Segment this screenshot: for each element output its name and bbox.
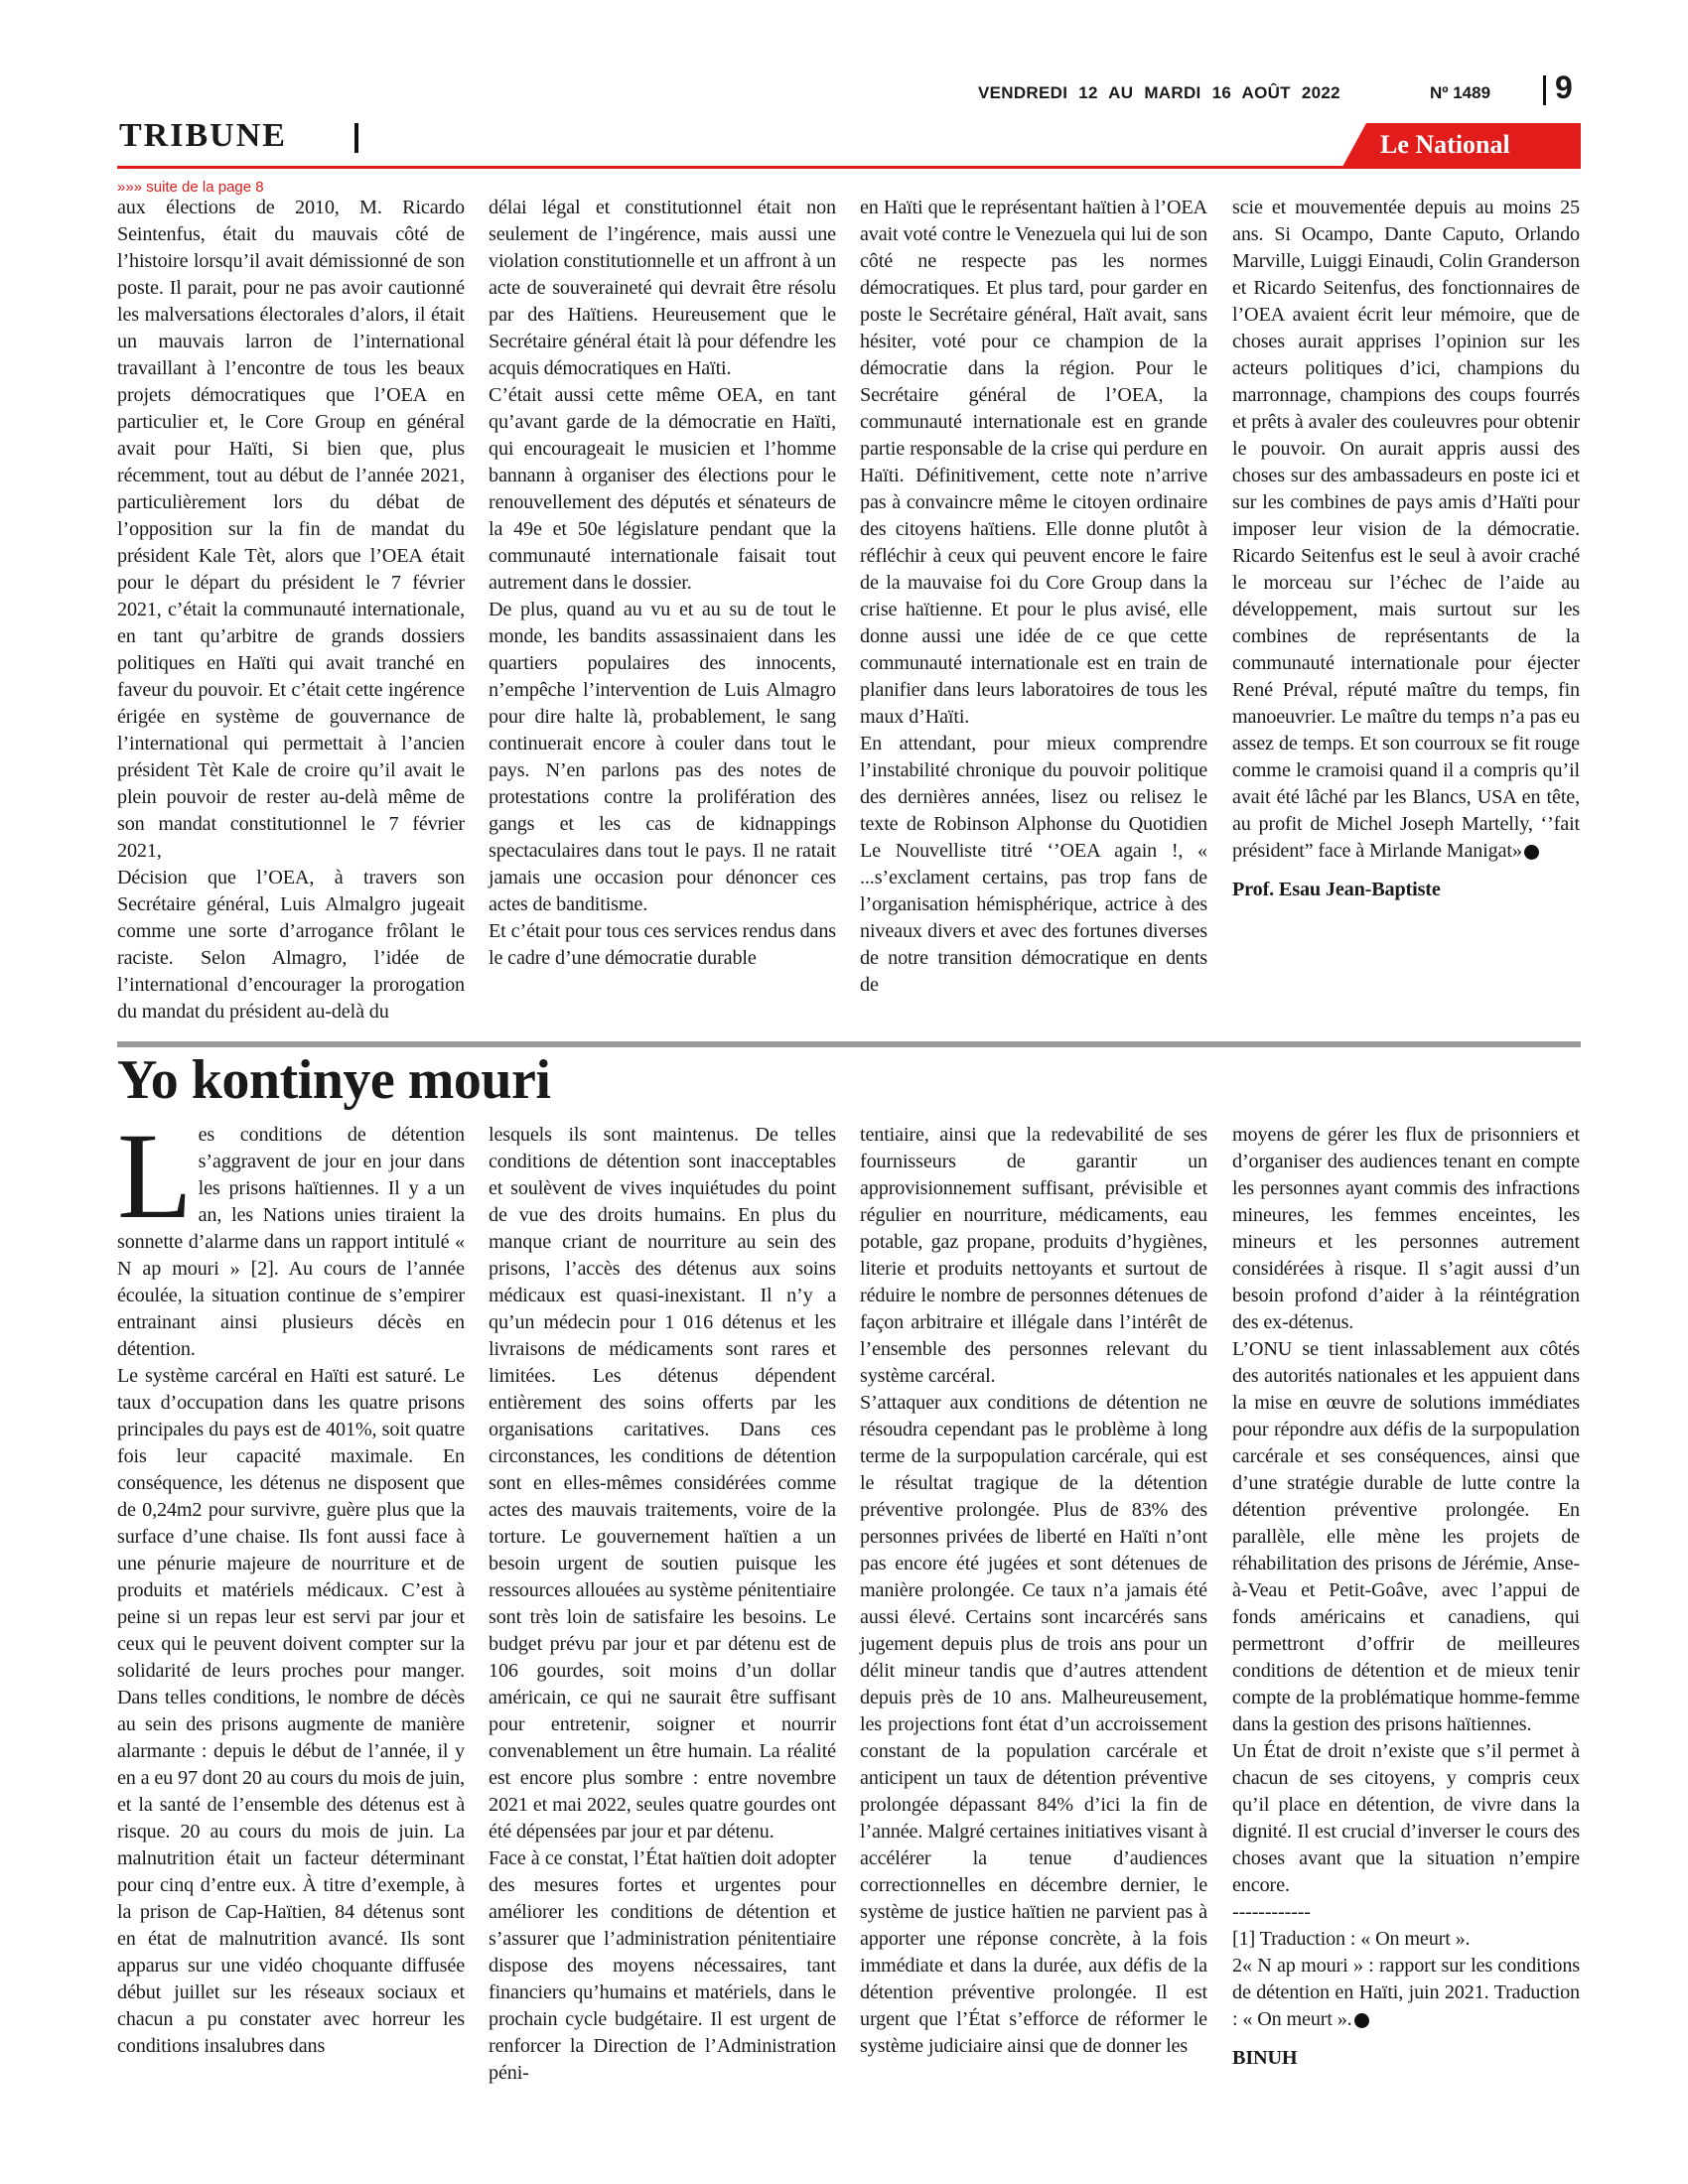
paragraph: Un État de droit n’existe que s’il permet à chacun de ses citoyens, y compris ceux qu’il place en détention, de vivre dans la dignité. Il est crucial d’inverser le cours des choses avant que la situation n’empire encore. (1232, 1740, 1580, 1896)
footnote-separator: ------------ (1232, 1901, 1311, 1923)
author-signature: Prof. Esau Jean-Baptiste (1232, 879, 1441, 900)
section-divider (354, 123, 358, 153)
paragraph: S’attaquer aux conditions de détention ne résoudra cependant pas le problème à long terme de la surpopulation carcérale, qui est le résultat tragique de la détention préventive prolongée. Plus de 83% des personnes privées de liberté en Haïti n’ont pas encore été jugées et sont détenues de manière prolongée. Ce taux n’a jamais été aussi élevé. Certains sont incarcérés sans jugement depuis plus de trois ans pour un délit mineur tandis que d’autres attendent depuis près de 10 ans. Malheureusement, les projections font état d’un accroissement constant de la population carcérale et anticipent un taux de détention préventive prolongée dépassant 84% d’ici la fin de l’année. Malgré certaines initiatives visant à accélérer la tenue d’audiences correctionnelles en décembre dernier, le système de justice haïtien ne parvient pas à apporter une réponse concrète, à la fois immédiate et dans la durée, aux défis de la détention préventive prolongée. Il est urgent que l’État s’efforce de réformer le système judiciaire ainsi que de donner les (860, 1392, 1207, 2057)
article1-column-4 (1232, 195, 1580, 1028)
section-title: TRIBUNE (119, 117, 287, 154)
drop-cap: L (117, 1108, 193, 1244)
dateline: VENDREDI 12 AU MARDI 16 AOÛT 2022 (978, 83, 1340, 102)
article2-column-1 (117, 1108, 465, 2065)
paragraph: Et c’était pour tous ces services rendus dans le cadre d’une démocratie durable (489, 920, 836, 969)
paragraph: Décision que l’OEA, à travers son Secrétaire général, Luis Almalgro jugeait comme une sorte d’arrogance frôlant le raciste. Selon Almagro, l’idée de l’international d’encourager la prorogation du mandat du président au-delà du (117, 867, 465, 1023)
article2-column-4 (1232, 1122, 1580, 2069)
paragraph: C’était aussi cette même OEA, en tant qu’avant garde de la démocratie en Haïti, qui encourageait le musicien et l’homme bannann à organiser des élections pour le renouvellement des députés et sénateurs de la 49e et 50e législature pendant que la communauté internationale faisait tout autrement dans le dossier. (489, 384, 836, 594)
end-mark-icon (1354, 2013, 1369, 2028)
article2-column-2 (489, 1122, 836, 2084)
footnote (1232, 1953, 1580, 2033)
paragraph: En attendant, pour mieux comprendre l’instabilité chronique du pouvoir politique des dernières années, lisez ou relisez le texte de Robinson Alphonse du Quotidien Le Nouvelliste titré ‘’OEA again !, « ...s’exclament certains, pas trop fans de l’organisation hémisphérique, actrice à des niveaux divers et avec des fortunes diverses de notre transition démocratique en dents de (860, 733, 1207, 996)
continuation-note: »»» suite de la page 8 (117, 179, 264, 196)
paragraph-text: scie et mouvementée depuis au moins 25 ans. Si Ocampo, Dante Caputo, Orlando Marville, Luiggi Einaudi, Colin Granderson et Ricardo Seitenfus, des fonctionnaires de l’OEA avaient écrit leur mémoire, que de choses aurait apprises l’opinion sur les acteurs politiques d’ici, champions du marronnage, champions des coups fourrés et prêts à avaler des couleuvres pour obtenir le pouvoir. On aurait appris aussi des choses sur des ambassadeurs en poste ici et sur les combines de pays amis d’Haïti pour imposer leur vision de la démocratie. Ricardo Seitenfus est le seul à avoir craché le morceau sur l’échec de l’aide au développement, mais surtout sur les combines de représentants de la communauté internationale pour éjecter René Préval, réputé maître du temps, fin manoeuvrier. Le maître du temps n’a pas eu assez de temps. Et son courroux se fit rouge comme le cramoisi quand il a compris qu’il avait été lâché par les Blancs, USA en tête, au profit de Michel Joseph Martelly, ‘’fait président” face à Mirlande Manigat» (1232, 197, 1580, 862)
paragraph: De plus, quand au vu et au su de tout le monde, les bandits assassinaient dans les quartiers populaires des innocents, n’empêche l’intervention de Luis Almagro pour dire halte là, probablement, le sang continuerait encore à couler dans tout le pays. N’en parlons pas des notes de protestations contre la prolifération des gangs et les cas de kidnappings spectaculaires dans tout le pays. Il ne ratait jamais une occasion pour dénoncer ces actes de banditisme. (489, 599, 836, 915)
paragraph (117, 1108, 465, 1363)
paragraph: moyens de gérer les flux de prisonniers et d’organiser des audiences tenant en compte les personnes ayant commis des infractions mineures, les femmes enceintes, les mineurs et les personnes autrement considérées à risque. Il s’agit aussi d’un besoin profond d’aider à la réintégration des ex-détenus. (1232, 1124, 1580, 1333)
paragraph: Face à ce constat, l’État haïtien doit adopter des mesures fortes et urgentes pour améliorer les conditions de détention et s’assurer que l’administration pénitentiaire dispose des moyens nécessaires, tant financiers qu’humains et matériels, dans le prochain cycle budgétaire. Il est urgent de renforcer la Direction de l’Administration péni- (489, 1847, 836, 2084)
paragraph: en Haïti que le représentant haïtien à l’OEA avait voté contre le Venezuela qui lui de son côté ne respecte pas les normes démocratiques. Et plus tard, pour garder en poste le Secrétaire général, Haït avait, sans hésiter, voté pour ce champion de la démocratie dans la région. Pour le Secrétaire général de l’OEA, la communauté internationale est en grande partie responsable de la crise qui perdure en Haïti. Définitivement, cette note n’arrive pas à convaincre même le citoyen ordinaire des citoyens haïtiens. Elle donne plutôt à réfléchir à ceux qui peuvent encore le faire de la mauvaise foi du Core Group dans la crise haïtienne. Et pour le plus avisé, elle donne aussi une idée de ce que cette communauté internationale est en train de planifier dans leurs laboratoires de tous les maux d’Haïti. (860, 197, 1207, 728)
header-rule (117, 166, 1581, 169)
paragraph: délai légal et constitutionnel était non seulement de l’ingérence, mais aussi une violation constitutionnelle et un affront à un acte de souveraineté qui devrait être résolu par des Haïtiens. Heureusement que le Secrétaire général était là pour défendre les acquis démocratiques en Haïti. (489, 197, 836, 379)
footnote: [1] Traduction : « On meurt ». (1232, 1928, 1471, 1950)
page-number: 9 (1555, 69, 1573, 105)
article1-column-2 (489, 195, 836, 1028)
masthead-title: Le National (1380, 130, 1510, 159)
paragraph: L’ONU se tient inlassablement aux côtés des autorités nationales et les appuient dans la mise en œuvre de solutions immédiates pour répondre aux défis de la surpopulation carcérale et ses conséquences, ainsi que d’une stratégie durable de lutte contre la détention préventive prolongée. En parallèle, elle mène les projets de réhabilitation des prisons de Jérémie, Anse-à-Veau et Petit-Goâve, avec l’appui de fonds américains et canadiens, qui permettront d’offrir de meilleures conditions de détention et de mieux tenir compte de la problématique homme-femme dans la gestion des prisons haïtiennes. (1232, 1338, 1580, 1735)
header-divider (1543, 75, 1546, 105)
paragraph (1232, 195, 1580, 865)
article1-column-1 (117, 195, 465, 1028)
footnote-text: 2« N ap mouri » : rapport sur les conditions de détention en Haïti, juin 2021. Traduction : « On meurt ». (1232, 1955, 1580, 2030)
paragraph: Le système carcéral en Haïti est saturé. Le taux d’occupation dans les quatre prisons principales du pays est de 401%, soit quatre fois leur capacité maximale. En conséquence, les détenus ne disposent que de 0,24m2 pour survivre, guère plus que la surface d’une chaise. Ils font aussi face à une pénurie majeure de nourriture et de produits et matériels médicaux. C’est à peine si un repas leur est servi par jour et ceux qui le peuvent doivent compter sur la solidarité de leurs proches pour manger. Dans telles conditions, le nombre de décès au sein des prisons augmente de manière alarmante : depuis le début de l’année, il y en a eu 97 dont 20 au cours du mois de juin, et la santé de l’ensemble des détenus est à risque. 20 au cours du mois de juin. La malnutrition était un facteur déterminant pour cinq d’entre eux. À titre d’exemple, à la prison de Cap-Haïtien, 84 détenus sont en état de malnutrition avancé. Ils sont apparus sur une vidéo choquante diffusée début juillet sur les réseaux sociaux et chacun a pu constater avec horreur les conditions insalubres dans (117, 1365, 465, 2057)
issue-number: Nº 1489 (1430, 83, 1491, 102)
article1-column-3 (860, 195, 1207, 1028)
article-divider (117, 1041, 1581, 1047)
paragraph: aux élections de 2010, M. Ricardo Seintenfus, était du mauvais côté de l’histoire lorsqu’il avait démissionné de son poste. Il parait, pour ne pas avoir cautionné les malversations électorales d’alors, il était un mauvais larron de l’international travaillant à l’encontre de tous les beaux projets démocratiques que l’OEA en particulier et, le Core Group en général avait pour Haïti, Si bien que, plus récemment, tout au début de l’année 2021, particulièrement lors du débat de l’opposition sur la fin de mandat du président Kale Tèt, alors que l’OEA était pour le départ du président le 7 février 2021, c’était la communauté internationale, en tant qu’arbitre de grands dossiers politiques en Haïti qui avait tranché en faveur du pouvoir. Et c’était cette ingérence érigée en système de gouvernance de l’international qui permettait à l’ancien président Tèt Kale de croire qu’il avait le plein pouvoir de rester au-delà même de son mandat constitutionnel le 7 février 2021, (117, 197, 465, 862)
article2-column-3 (860, 1122, 1207, 2065)
paragraph-text: es conditions de détention s’aggravent de jour en jour dans les prisons haïtiennes. Il y a un an, les Nations unies tiraient la sonnette d’alarme dans un rapport intitulé « N ap mouri » [2]. Au cours de l’année écoulée, la situation continue de s’empirer entrainant ainsi plusieurs décès en détention. (117, 1124, 465, 1360)
author-signature: BINUH (1232, 2047, 1298, 2069)
paragraph: tentiaire, ainsi que la redevabilité de ses fournisseurs de garantir un approvisionnement suffisant, prévisible et régulier en nourriture, médicaments, eau potable, gaz propane, produits d’hygiènes, literie et produits nettoyants et surtout de réduire le nombre de personnes détenues de façon arbitraire et illégale dans l’intérêt de l’ensemble des personnes relevant du système carcéral. (860, 1124, 1207, 1387)
article-headline: Yo kontinye mouri (117, 1049, 551, 1111)
paragraph: lesquels ils sont maintenus. De telles conditions de détention sont inacceptables et soulèvent de vives inquiétudes du point de vue des droits humains. En plus du manque criant de nourriture au sein des prisons, l’accès des détenus aux soins médicaux est quasi-inexistant. Il n’y a qu’un médecin pour 1 016 détenus et les livraisons de médicaments sont rares et limitées. Les détenus dépendent entièrement des soins offerts par les organisations caritatives. Dans ces circonstances, les conditions de détention sont en elles-mêmes considérées comme actes des mauvais traitements, voire de la torture. Le gouvernement haïtien a un besoin urgent de soutien puisque les ressources allouées au système pénitentiaire sont très loin de satisfaire les besoins. Le budget prévu par jour et par détenu est de 106 gourdes, soit moins d’un dollar américain, ce qui ne saurait être suffisant pour entretenir, soigner et nourrir convenablement un être humain. La réalité est encore plus sombre : entre novembre 2021 et mai 2022, seules quatre gourdes ont été dépensées par jour et par détenu. (489, 1124, 836, 1843)
end-mark-icon (1524, 845, 1539, 860)
